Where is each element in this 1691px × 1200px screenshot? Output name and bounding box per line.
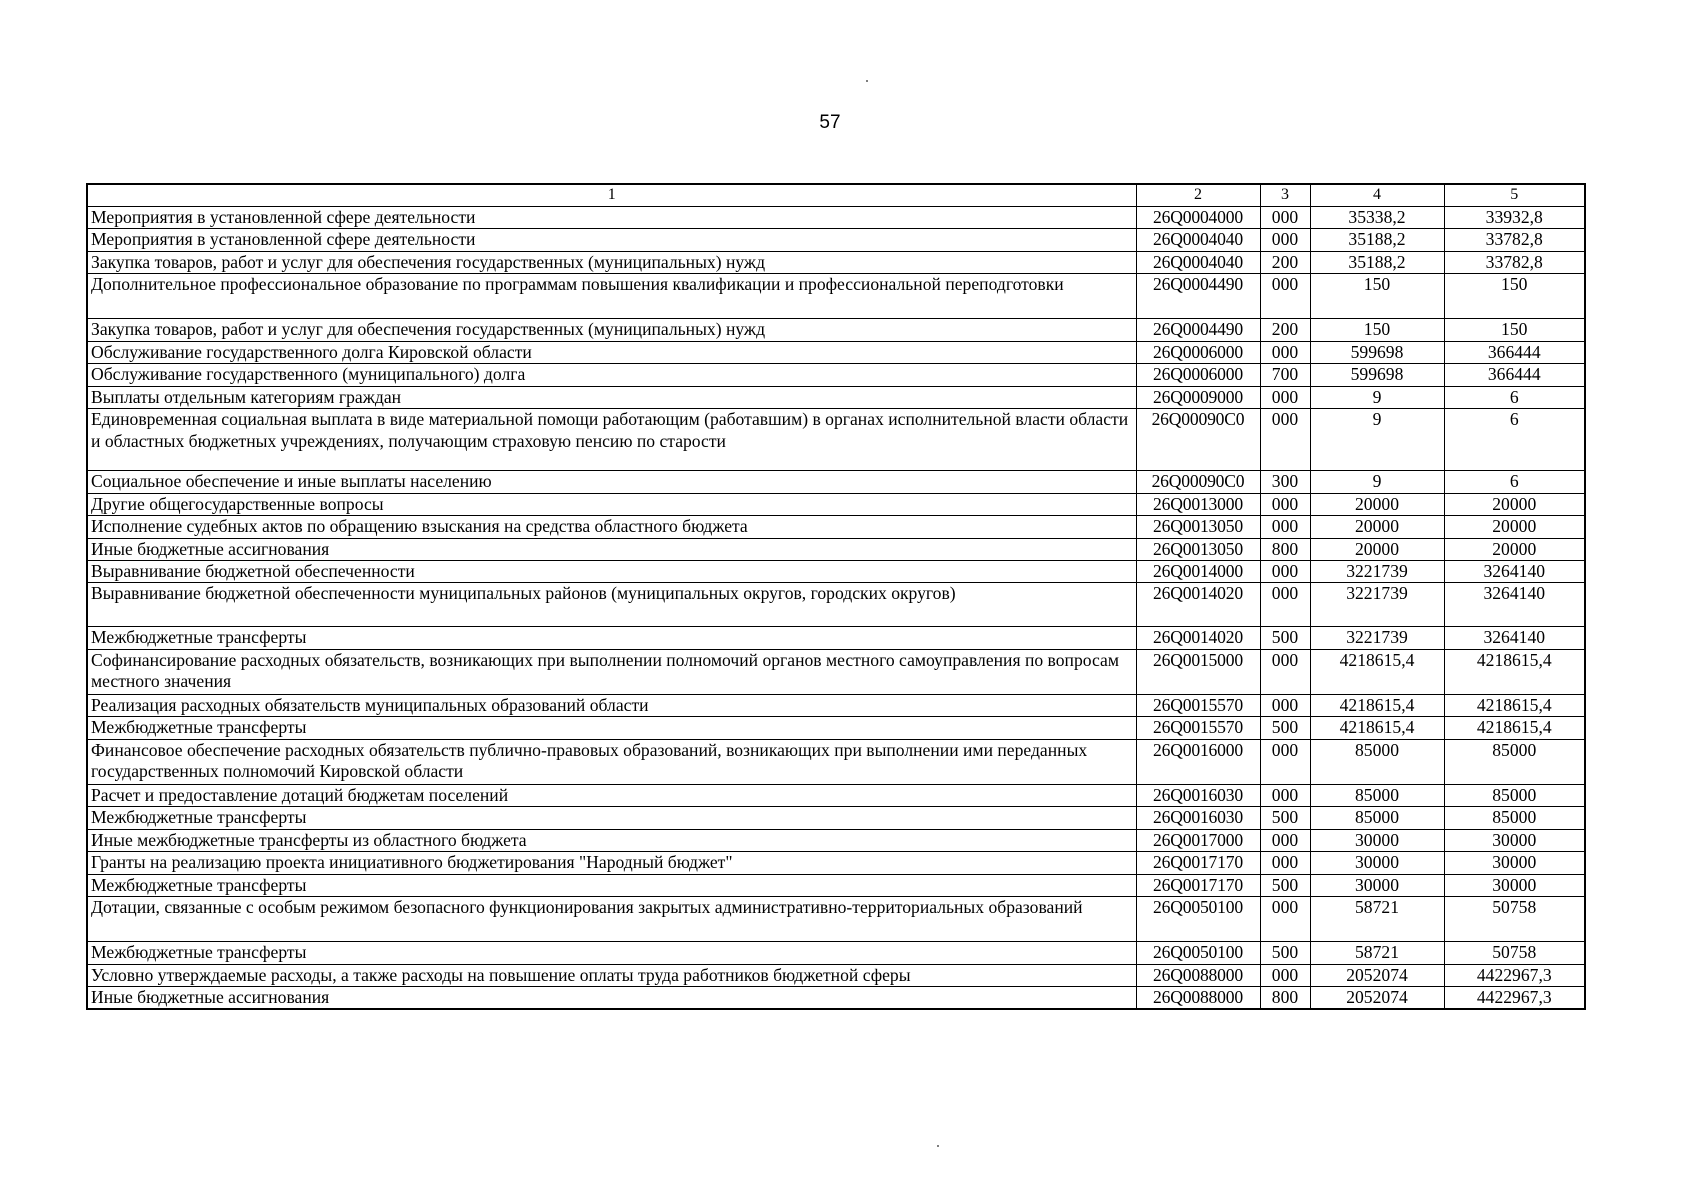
table-row bbox=[87, 207, 1585, 229]
row-name: Условно утверждаемые расходы, а также расходы на повышение оплаты труда работников бюджетной сферы bbox=[87, 964, 1136, 986]
row-code: 26Q0016030 bbox=[1136, 784, 1260, 806]
row-code: 26Q0014000 bbox=[1136, 560, 1260, 582]
row-kvr: 700 bbox=[1260, 364, 1310, 386]
row-kvr: 000 bbox=[1260, 229, 1310, 251]
table-row bbox=[87, 807, 1585, 829]
row-code: 26Q0050100 bbox=[1136, 897, 1260, 942]
header-col-1: 1 bbox=[87, 184, 1136, 207]
table-row bbox=[87, 341, 1585, 363]
row-kvr: 000 bbox=[1260, 784, 1310, 806]
row-name: Расчет и предоставление дотаций бюджетам поселений bbox=[87, 784, 1136, 806]
row-name: Обслуживание государственного (муниципального) долга bbox=[87, 364, 1136, 386]
row-code: 26Q0017000 bbox=[1136, 829, 1260, 851]
row-value-5: 85000 bbox=[1444, 739, 1585, 784]
row-value-4: 150 bbox=[1310, 319, 1444, 341]
row-name: Межбюджетные трансферты bbox=[87, 627, 1136, 649]
row-kvr: 800 bbox=[1260, 986, 1310, 1009]
row-value-5: 50758 bbox=[1444, 897, 1585, 942]
row-name: Выравнивание бюджетной обеспеченности муниципальных районов (муниципальных округов, городских округов) bbox=[87, 583, 1136, 627]
row-value-5: 366444 bbox=[1444, 364, 1585, 386]
row-value-4: 2052074 bbox=[1310, 986, 1444, 1009]
row-kvr: 500 bbox=[1260, 874, 1310, 896]
row-name: Софинансирование расходных обязательств, возникающих при выполнении полномочий органов местного самоуправления по вопросам местного значения bbox=[87, 649, 1136, 694]
table-row bbox=[87, 717, 1585, 739]
row-kvr: 000 bbox=[1260, 739, 1310, 784]
row-value-5: 30000 bbox=[1444, 829, 1585, 851]
row-code: 26Q0013050 bbox=[1136, 516, 1260, 538]
row-code: 26Q00090C0 bbox=[1136, 471, 1260, 493]
row-value-4: 35338,2 bbox=[1310, 207, 1444, 229]
row-code: 26Q0006000 bbox=[1136, 364, 1260, 386]
row-value-4: 35188,2 bbox=[1310, 229, 1444, 251]
row-name: Иные бюджетные ассигнования bbox=[87, 986, 1136, 1009]
row-name: Межбюджетные трансферты bbox=[87, 942, 1136, 964]
table-row bbox=[87, 251, 1585, 273]
table-row bbox=[87, 229, 1585, 251]
row-name: Мероприятия в установленной сфере деятельности bbox=[87, 229, 1136, 251]
row-kvr: 000 bbox=[1260, 409, 1310, 471]
row-kvr: 000 bbox=[1260, 560, 1310, 582]
row-name: Иные межбюджетные трансферты из областного бюджета bbox=[87, 829, 1136, 851]
table-row bbox=[87, 538, 1585, 560]
row-kvr: 000 bbox=[1260, 964, 1310, 986]
row-value-5: 4218615,4 bbox=[1444, 649, 1585, 694]
row-name: Мероприятия в установленной сфере деятельности bbox=[87, 207, 1136, 229]
row-value-4: 599698 bbox=[1310, 364, 1444, 386]
table-row bbox=[87, 409, 1585, 471]
row-value-4: 85000 bbox=[1310, 739, 1444, 784]
row-value-5: 3264140 bbox=[1444, 560, 1585, 582]
table-row bbox=[87, 784, 1585, 806]
page-number: 57 bbox=[819, 112, 841, 133]
row-name: Исполнение судебных актов по обращению взыскания на средства областного бюджета bbox=[87, 516, 1136, 538]
table-row bbox=[87, 986, 1585, 1009]
table-row bbox=[87, 897, 1585, 942]
row-kvr: 000 bbox=[1260, 386, 1310, 408]
row-code: 26Q0013000 bbox=[1136, 493, 1260, 515]
row-value-4: 2052074 bbox=[1310, 964, 1444, 986]
row-code: 26Q0004040 bbox=[1136, 251, 1260, 273]
table-row bbox=[87, 364, 1585, 386]
row-kvr: 500 bbox=[1260, 942, 1310, 964]
row-value-4: 4218615,4 bbox=[1310, 649, 1444, 694]
table-row bbox=[87, 560, 1585, 582]
row-code: 26Q0006000 bbox=[1136, 341, 1260, 363]
table-row bbox=[87, 274, 1585, 319]
row-value-4: 20000 bbox=[1310, 516, 1444, 538]
table-row bbox=[87, 942, 1585, 964]
row-name: Дотации, связанные с особым режимом безопасного функционирования закрытых административно-территориальных образований bbox=[87, 897, 1136, 942]
row-kvr: 000 bbox=[1260, 583, 1310, 627]
row-code: 26Q0004490 bbox=[1136, 274, 1260, 319]
row-value-5: 3264140 bbox=[1444, 627, 1585, 649]
row-name: Межбюджетные трансферты bbox=[87, 717, 1136, 739]
row-kvr: 000 bbox=[1260, 829, 1310, 851]
table-row bbox=[87, 649, 1585, 694]
row-kvr: 800 bbox=[1260, 538, 1310, 560]
header-col-3: 3 bbox=[1260, 184, 1310, 207]
header-row bbox=[87, 184, 1585, 207]
row-code: 26Q0015570 bbox=[1136, 694, 1260, 716]
row-value-5: 6 bbox=[1444, 386, 1585, 408]
row-value-5: 4422967,3 bbox=[1444, 986, 1585, 1009]
row-value-5: 33932,8 bbox=[1444, 207, 1585, 229]
row-code: 26Q0014020 bbox=[1136, 627, 1260, 649]
table-row bbox=[87, 319, 1585, 341]
row-code: 26Q0015000 bbox=[1136, 649, 1260, 694]
table-row bbox=[87, 874, 1585, 896]
row-name: Другие общегосударственные вопросы bbox=[87, 493, 1136, 515]
table-row bbox=[87, 964, 1585, 986]
row-code: 26Q0004040 bbox=[1136, 229, 1260, 251]
row-value-5: 6 bbox=[1444, 471, 1585, 493]
row-value-5: 85000 bbox=[1444, 784, 1585, 806]
row-value-5: 30000 bbox=[1444, 874, 1585, 896]
row-name: Межбюджетные трансферты bbox=[87, 874, 1136, 896]
row-kvr: 500 bbox=[1260, 807, 1310, 829]
row-name: Реализация расходных обязательств муниципальных образований области bbox=[87, 694, 1136, 716]
row-value-5: 50758 bbox=[1444, 942, 1585, 964]
row-name: Социальное обеспечение и иные выплаты населению bbox=[87, 471, 1136, 493]
row-value-4: 20000 bbox=[1310, 538, 1444, 560]
row-code: 26Q0016030 bbox=[1136, 807, 1260, 829]
row-value-4: 9 bbox=[1310, 409, 1444, 471]
row-value-5: 150 bbox=[1444, 319, 1585, 341]
row-value-4: 58721 bbox=[1310, 942, 1444, 964]
row-code: 26Q0009000 bbox=[1136, 386, 1260, 408]
row-code: 26Q0088000 bbox=[1136, 986, 1260, 1009]
row-code: 26Q00090C0 bbox=[1136, 409, 1260, 471]
row-code: 26Q0014020 bbox=[1136, 583, 1260, 627]
header-col-4: 4 bbox=[1310, 184, 1444, 207]
row-value-5: 33782,8 bbox=[1444, 229, 1585, 251]
row-name: Межбюджетные трансферты bbox=[87, 807, 1136, 829]
row-name: Финансовое обеспечение расходных обязательств публично-правовых образований, возникающих при выполнении ими переданных государственных полномочий Кировской области bbox=[87, 739, 1136, 784]
row-value-4: 599698 bbox=[1310, 341, 1444, 363]
row-value-4: 30000 bbox=[1310, 829, 1444, 851]
row-value-5: 4422967,3 bbox=[1444, 964, 1585, 986]
row-kvr: 000 bbox=[1260, 207, 1310, 229]
table-row bbox=[87, 694, 1585, 716]
row-value-5: 366444 bbox=[1444, 341, 1585, 363]
row-value-4: 58721 bbox=[1310, 897, 1444, 942]
header-col-2: 2 bbox=[1136, 184, 1260, 207]
row-kvr: 200 bbox=[1260, 319, 1310, 341]
row-value-5: 4218615,4 bbox=[1444, 717, 1585, 739]
row-value-4: 3221739 bbox=[1310, 583, 1444, 627]
table-row bbox=[87, 739, 1585, 784]
table-row bbox=[87, 583, 1585, 627]
row-kvr: 500 bbox=[1260, 627, 1310, 649]
row-value-5: 20000 bbox=[1444, 516, 1585, 538]
row-value-4: 20000 bbox=[1310, 493, 1444, 515]
row-kvr: 000 bbox=[1260, 493, 1310, 515]
row-kvr: 000 bbox=[1260, 516, 1310, 538]
row-kvr: 000 bbox=[1260, 274, 1310, 319]
row-kvr: 300 bbox=[1260, 471, 1310, 493]
row-value-4: 9 bbox=[1310, 386, 1444, 408]
row-code: 26Q0016000 bbox=[1136, 739, 1260, 784]
row-value-4: 3221739 bbox=[1310, 560, 1444, 582]
row-kvr: 200 bbox=[1260, 251, 1310, 273]
table-row bbox=[87, 493, 1585, 515]
header-col-5: 5 bbox=[1444, 184, 1585, 207]
row-value-4: 9 bbox=[1310, 471, 1444, 493]
row-value-4: 4218615,4 bbox=[1310, 694, 1444, 716]
row-value-4: 30000 bbox=[1310, 852, 1444, 874]
table-row bbox=[87, 627, 1585, 649]
row-value-5: 4218615,4 bbox=[1444, 694, 1585, 716]
row-value-5: 20000 bbox=[1444, 493, 1585, 515]
row-name: Закупка товаров, работ и услуг для обеспечения государственных (муниципальных) нужд bbox=[87, 319, 1136, 341]
scan-speck bbox=[937, 1145, 939, 1147]
row-value-5: 20000 bbox=[1444, 538, 1585, 560]
row-value-5: 30000 bbox=[1444, 852, 1585, 874]
budget-table bbox=[86, 183, 1586, 1010]
row-name: Единовременная социальная выплата в виде материальной помощи работающим (работавшим) в органах исполнительной власти области и областных бюджетных учреждениях, получающим страховую пенсию по старости bbox=[87, 409, 1136, 471]
row-kvr: 000 bbox=[1260, 694, 1310, 716]
row-code: 26Q0088000 bbox=[1136, 964, 1260, 986]
table-row bbox=[87, 829, 1585, 851]
row-name: Гранты на реализацию проекта инициативного бюджетирования "Народный бюджет" bbox=[87, 852, 1136, 874]
row-value-5: 3264140 bbox=[1444, 583, 1585, 627]
table-row bbox=[87, 852, 1585, 874]
row-value-4: 30000 bbox=[1310, 874, 1444, 896]
row-kvr: 000 bbox=[1260, 897, 1310, 942]
row-code: 26Q0015570 bbox=[1136, 717, 1260, 739]
row-name: Дополнительное профессиональное образование по программам повышения квалификации и профессиональной переподготовки bbox=[87, 274, 1136, 319]
row-code: 26Q0017170 bbox=[1136, 874, 1260, 896]
row-value-5: 85000 bbox=[1444, 807, 1585, 829]
row-value-4: 35188,2 bbox=[1310, 251, 1444, 273]
table-row bbox=[87, 386, 1585, 408]
row-code: 26Q0050100 bbox=[1136, 942, 1260, 964]
row-value-4: 3221739 bbox=[1310, 627, 1444, 649]
row-code: 26Q0013050 bbox=[1136, 538, 1260, 560]
row-value-4: 85000 bbox=[1310, 807, 1444, 829]
row-value-4: 4218615,4 bbox=[1310, 717, 1444, 739]
row-name: Закупка товаров, работ и услуг для обеспечения государственных (муниципальных) нужд bbox=[87, 251, 1136, 273]
row-kvr: 000 bbox=[1260, 649, 1310, 694]
row-name: Иные бюджетные ассигнования bbox=[87, 538, 1136, 560]
row-kvr: 500 bbox=[1260, 717, 1310, 739]
row-kvr: 000 bbox=[1260, 341, 1310, 363]
row-code: 26Q0004000 bbox=[1136, 207, 1260, 229]
row-value-5: 150 bbox=[1444, 274, 1585, 319]
row-kvr: 000 bbox=[1260, 852, 1310, 874]
row-value-4: 150 bbox=[1310, 274, 1444, 319]
table-row bbox=[87, 471, 1585, 493]
row-code: 26Q0017170 bbox=[1136, 852, 1260, 874]
table-row bbox=[87, 516, 1585, 538]
row-value-5: 6 bbox=[1444, 409, 1585, 471]
row-code: 26Q0004490 bbox=[1136, 319, 1260, 341]
row-name: Обслуживание государственного долга Кировской области bbox=[87, 341, 1136, 363]
row-name: Выплаты отдельным категориям граждан bbox=[87, 386, 1136, 408]
row-value-5: 33782,8 bbox=[1444, 251, 1585, 273]
row-value-4: 85000 bbox=[1310, 784, 1444, 806]
scan-speck bbox=[866, 80, 868, 82]
row-name: Выравнивание бюджетной обеспеченности bbox=[87, 560, 1136, 582]
